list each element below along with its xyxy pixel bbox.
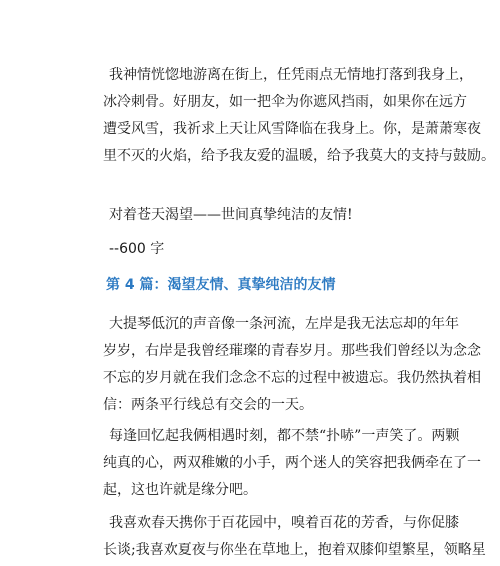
paragraph-longing xyxy=(103,202,443,229)
paragraph-rain xyxy=(103,62,495,170)
paragraph-line: 里不灭的火焰，给予我友爱的温暖，给予我莫大的支持与鼓励。 xyxy=(103,148,495,164)
paragraph-line: 岁岁，右岸是我曾经璀璨的青春岁月。那些我们曾经以为念念 xyxy=(103,343,481,359)
word-count: --600 字 xyxy=(109,241,165,257)
paragraph-cello xyxy=(103,311,481,419)
paragraph-line: 每逢回忆起我俩相遇时刻，都不禁“扑哧”一声笑了。两颗 xyxy=(109,428,460,444)
paragraph-line: 冰冷刺骨。好朋友，如一把伞为你遮风挡雨，如果你在远方 xyxy=(103,94,467,110)
paragraph-line: 信：两条平行线总有交会的一天。 xyxy=(103,397,313,413)
paragraph-memory xyxy=(103,423,481,504)
paragraph-line: 我喜欢春天携你于百花园中，嗅着百花的芳香，与你促膝 xyxy=(109,515,459,531)
paragraph-line: 纯真的心，两双稚嫩的小手，两个迷人的笑容把我俩牵在了一 xyxy=(103,455,481,471)
paragraph-line: 遭受风雪，我祈求上天让风雪降临在我身上。你，是萧萧寒夜 xyxy=(103,121,481,137)
paragraph-line: 我神情恍惚地游离在街上，任凭雨点无情地打落到我身上， xyxy=(109,67,473,83)
paragraph-line: 起，这也许就是缘分吧。 xyxy=(103,482,257,498)
paragraph-line: 长谈;我喜欢夏夜与你坐在草地上，抱着双膝仰望繁星，领略星 xyxy=(103,542,486,558)
paragraph-line: 大提琴低沉的声音像一条河流，左岸是我无法忘却的年年 xyxy=(109,316,459,332)
paragraph-line: 不忘的岁月就在我们念念不忘的过程中被遗忘。我仍然执着相 xyxy=(103,370,481,386)
section-heading: 第 4 篇：渴望友情、真挚纯洁的友情 xyxy=(106,277,336,293)
paragraph-seasons xyxy=(103,510,486,564)
paragraph-line: 对着苍天渴望——世间真挚纯洁的友情! xyxy=(109,207,353,223)
